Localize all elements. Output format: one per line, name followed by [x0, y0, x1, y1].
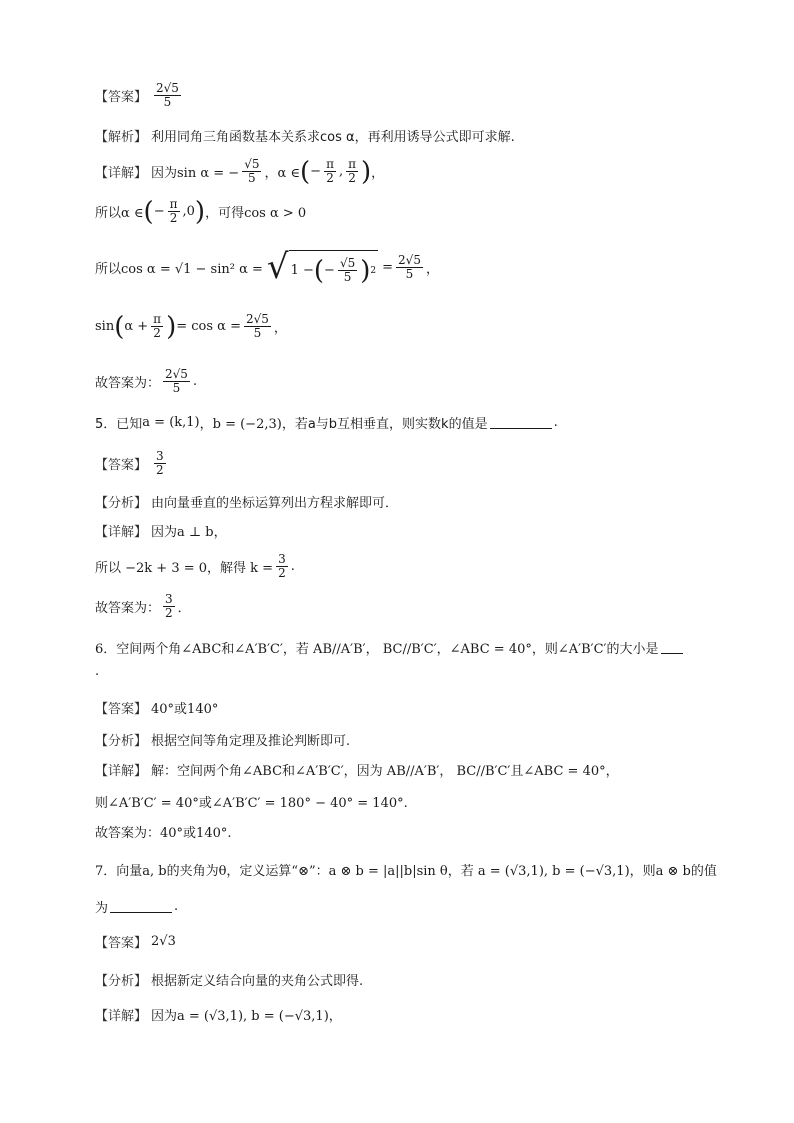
q4-detail-range: ，α ∈ [264, 166, 301, 181]
q7-detail-text: 因为a = (√3,1), b = (−√3,1)， [151, 1009, 342, 1024]
q7-stem-cont-line: 为 . [95, 899, 179, 916]
q5-stem-mid: ，若a与b互相垂直，则实数k的值是 [281, 417, 488, 432]
q4-detail-fraction: $\frac{√5}{5}$ [244, 157, 260, 185]
q4-so-range-line: 所以α ∈ ( − $\frac{\pi}{2}$ ,0 ) ，可得cos α > 0 [95, 196, 307, 227]
q4-so-cos: 所以cos α = √1 − sin² α = [95, 261, 263, 277]
q6-analysis-text: 根据空间等角定理及推论判断即可. [151, 734, 351, 749]
q6-detail-text: 解：空间两个角∠ABC和∠A′B′C′，因为 AB//A′B′， BC//B′C′且∠ABC = 40°， [151, 764, 619, 779]
q4-analysis-line [95, 126, 515, 145]
q6-analysis-line [95, 730, 350, 749]
q5-so-text: 所以 −2k + 3 = 0，解得 k = [95, 561, 274, 576]
q5-stem-pre: 5．已知 [95, 417, 143, 432]
q6-detail-line [95, 760, 619, 779]
q4-detail-line: 【详解】 因为sin α = − $\frac{√5}{5}$ ，α ∈ ( − $\frac{\pi}{2}$ , $\frac{\pi}{2}$ ) ， [95, 156, 385, 187]
q5-detail-text: 因为a ⊥ b， [151, 525, 227, 540]
q4-so-cos-line: 所以cos α = √1 − sin² α = √ 1 − ( − $\frac{√5}{5}$ ) 2 = $\frac{2√5}{5}$ ， [95, 247, 439, 287]
q6-stem-cont-line: . [95, 664, 100, 679]
q7-blank [110, 900, 172, 913]
detail-tag: 【详解】 [95, 525, 148, 540]
q4-final-line: 故答案为： $\frac{2√5}{5}$ . [95, 367, 198, 395]
q4-so-range: 所以α ∈ [95, 206, 144, 221]
q6-then-line [95, 792, 408, 811]
q4-final: 故答案为： [95, 376, 161, 391]
q5-detail-line [95, 521, 227, 540]
q5-answer-fraction: $\frac{3}{2}$ [156, 449, 164, 477]
q5-final-fraction: $\frac{3}{2}$ [165, 592, 173, 620]
q5-final-line: 故答案为： $\frac{3}{2}$ ． [95, 592, 191, 620]
q7-answer-line [95, 932, 176, 951]
detail-tag: 【详解】 [95, 764, 148, 779]
q5-answer-line [95, 450, 169, 477]
q4-sin-line: sin ( α + $\frac{\pi}{2}$ ) = cos α = $\frac{2√5}{5}$ ， [95, 311, 287, 342]
q5-blank [490, 416, 552, 429]
q5-stem-line: 5．已知 a = (k,1) ，b = (−2,3) ，若a与b互相垂直，则实数k的值是 . [95, 415, 558, 432]
answer-tag: 【答案】 [95, 458, 148, 473]
detail-tag: 【详解】 [95, 166, 148, 181]
q6-answer-line [95, 698, 218, 717]
analysis-tag: 【分析】 [95, 974, 148, 989]
answer-tag: 【答案】 [95, 936, 148, 951]
analysis-tag: 【分析】 [95, 496, 148, 511]
q4-sin-result: $\frac{2√5}{5}$ [245, 312, 269, 340]
q7-stem: 7．向量a, b的夹角为θ，定义运算“⊗”：a ⊗ b = |a||b|sin θ，若 a = (√3,1), b = (−√3,1)，则a ⊗ b的值 [95, 864, 717, 879]
answer-tag: 【答案】 [95, 90, 148, 105]
q5-so-fraction: $\frac{3}{2}$ [278, 552, 286, 580]
q5-analysis-line [95, 492, 398, 511]
q5-vec-b: ，b = (−2,3) [199, 417, 282, 432]
q6-final-line [95, 822, 232, 841]
q4-analysis-text: 利用同角三角函数基本关系求cos α，再利用诱导公式即可求解. [151, 130, 515, 145]
q5-so-line: 所以 −2k + 3 = 0，解得 k = $\frac{3}{2}$ . [95, 552, 295, 580]
q6-blank [661, 641, 683, 654]
analysis-tag: 【解析】 [95, 130, 148, 145]
q4-answer-fraction: $\frac{2√5}{5}$ [156, 81, 179, 109]
q7-analysis-text: 根据新定义结合向量的夹角公式即得. [151, 974, 364, 989]
q5-vec-a: a = (k,1) [142, 415, 200, 430]
q7-stem-line [95, 860, 717, 879]
q6-stem-line [95, 638, 685, 657]
analysis-tag: 【分析】 [95, 734, 148, 749]
q4-answer-line [95, 82, 184, 109]
q6-stem: 6．空间两个角∠ABC和∠A′B′C′，若 AB//A′B′， BC//B′C′，∠ABC = 40°，则∠A′B′C′的大小是 [95, 642, 659, 657]
q4-detail-intro: 因为sin α = − [151, 166, 240, 181]
q4-so-range-tail: ，可得cos α > 0 [205, 206, 307, 221]
q7-answer: 2√3 [151, 934, 176, 949]
q7-analysis-line [95, 970, 363, 989]
q6-then-text: 则∠A′B′C′ = 40°或∠A′B′C′ = 180° − 40° = 140°. [95, 796, 408, 811]
q6-answer: 40°或140° [151, 702, 219, 717]
q7-detail-line [95, 1005, 342, 1024]
q6-final: 故答案为：40°或140°. [95, 826, 232, 841]
q5-analysis-text: 由向量垂直的坐标运算列出方程求解即可． [151, 496, 399, 511]
answer-tag: 【答案】 [95, 702, 148, 717]
detail-tag: 【详解】 [95, 1009, 148, 1024]
q5-final: 故答案为： [95, 601, 161, 616]
q4-final-fraction: $\frac{2√5}{5}$ [165, 367, 188, 395]
